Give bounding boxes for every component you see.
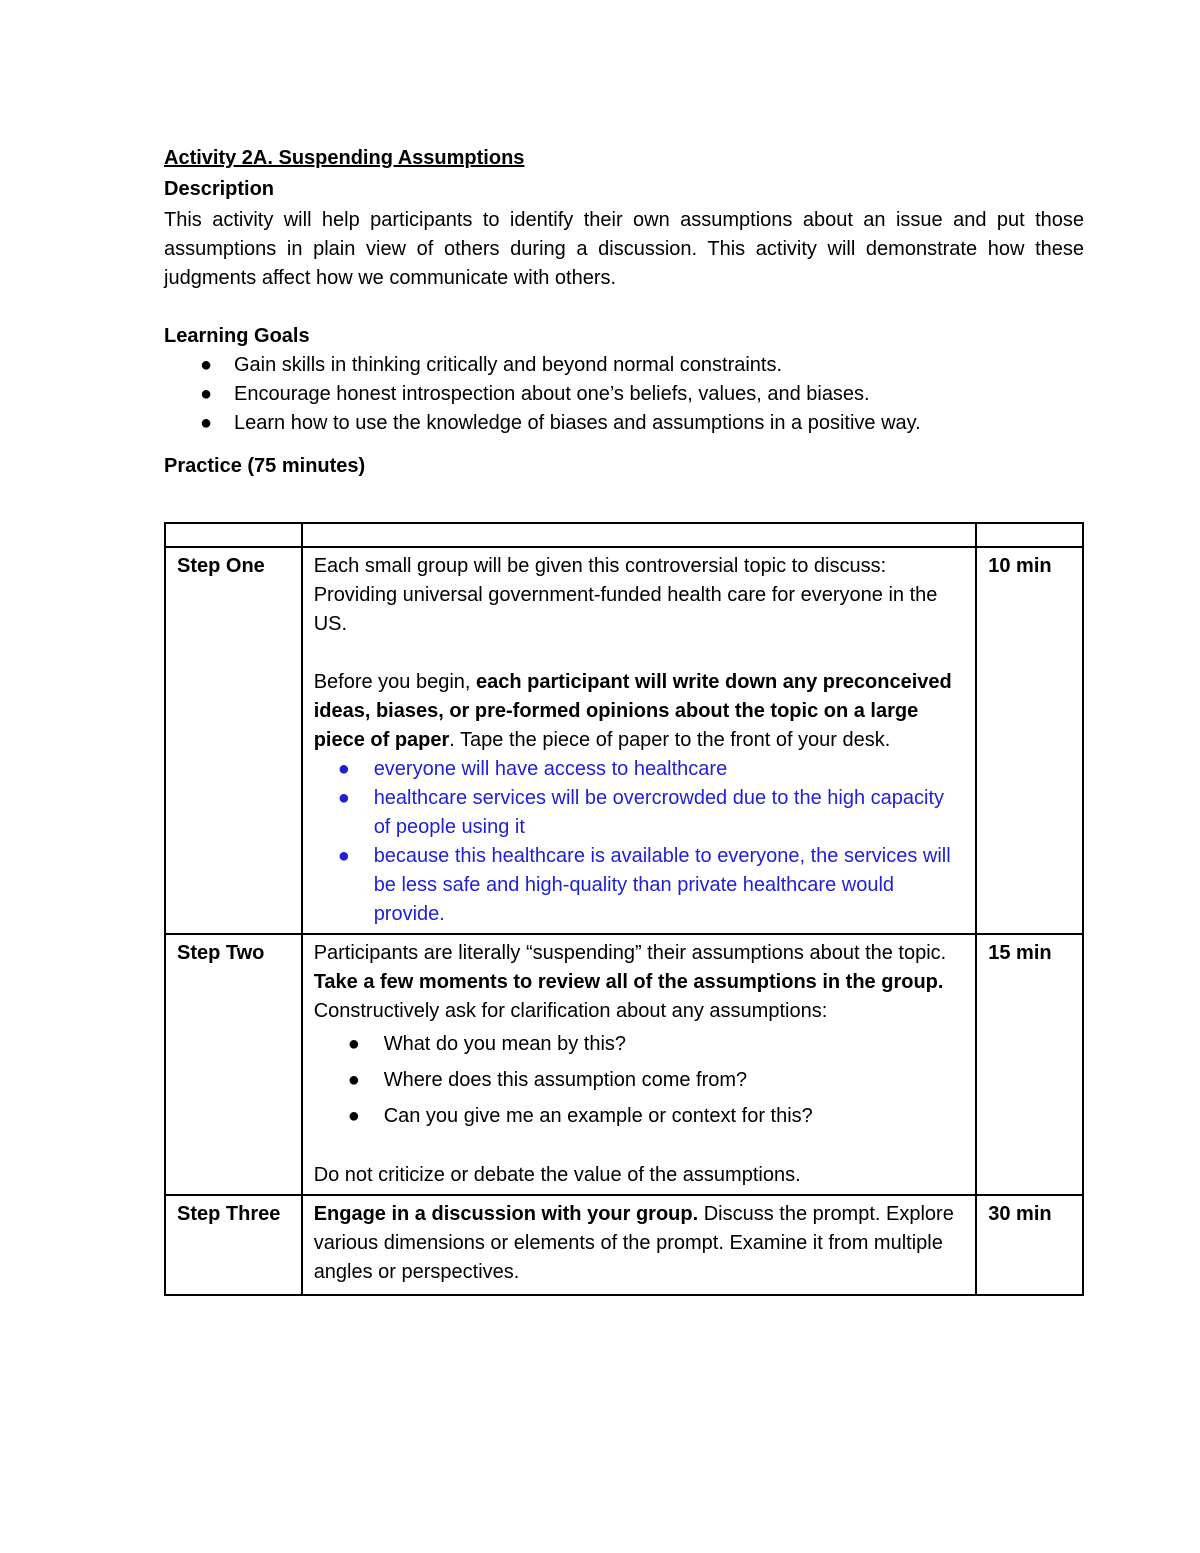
description-text: This activity will help participants to identify their own assumptions about an issue and put those assumptions in plain view of others during a discussion. This activity will demonstrate how these judgments affect how we communicate with others. bbox=[164, 209, 1084, 289]
bullet-icon: ● bbox=[200, 383, 213, 405]
bullet-icon: ● bbox=[337, 787, 350, 809]
practice-steps-table bbox=[164, 522, 1084, 1296]
step-closing: Do not criticize or debate the value of the assumptions. bbox=[313, 1164, 801, 1186]
list-item: ● Gain skills in thinking critically and beyond normal constraints. bbox=[164, 351, 1084, 380]
bullet-icon: ● bbox=[337, 845, 350, 867]
list-item: ● What do you mean by this? bbox=[314, 1026, 966, 1062]
step-description bbox=[302, 934, 977, 1195]
step-intro: Participants are literally “suspending” their assumptions about the topic. Take a few moments to review all of the assumptions in the group. Constructively ask for clarification about any assumptions: bbox=[313, 942, 947, 1022]
assumptions-list bbox=[314, 755, 966, 929]
list-item: ● Where does this assumption come from? bbox=[314, 1062, 966, 1098]
step-name: Step Three bbox=[165, 1195, 302, 1295]
step-time: 15 min bbox=[976, 934, 1083, 1195]
bullet-icon: ● bbox=[347, 1069, 360, 1091]
step-intro: Each small group will be given this controversial topic to discuss: Providing universal government-funded health care for everyone in the US. bbox=[313, 555, 938, 635]
list-item: ● Learn how to use the knowledge of biases and assumptions in a positive way. bbox=[164, 409, 1084, 438]
table-header-row bbox=[165, 523, 1083, 547]
document-page bbox=[164, 140, 1084, 481]
learning-goals-heading: Learning Goals bbox=[164, 325, 310, 347]
activity-title: Activity 2A. Suspending Assumptions bbox=[164, 147, 525, 169]
bullet-icon: ● bbox=[200, 354, 213, 376]
bullet-icon: ● bbox=[200, 412, 213, 434]
bullet-icon: ● bbox=[337, 758, 350, 780]
list-item: ● because this healthcare is available to everyone, the services will be less safe and high-quality than private healthcare would provide. bbox=[314, 842, 966, 929]
list-item: ● healthcare services will be overcrowded due to the high capacity of people using it bbox=[314, 784, 966, 842]
step-instructions: Before you begin, each participant will write down any preconceived ideas, biases, or pre-formed opinions about the topic on a large piece of paper. Tape the piece of paper to the front of your desk. bbox=[313, 671, 952, 751]
step-time: 10 min bbox=[976, 547, 1083, 934]
table-row-step-one bbox=[165, 547, 1083, 934]
step-description bbox=[302, 547, 977, 934]
list-item: ● Can you give me an example or context for this? bbox=[314, 1098, 966, 1134]
table-row-step-three bbox=[165, 1195, 1083, 1295]
step-description bbox=[302, 1195, 977, 1295]
questions-list bbox=[314, 1026, 966, 1134]
step-name: Step One bbox=[165, 547, 302, 934]
list-item: ● Encourage honest introspection about one’s beliefs, values, and biases. bbox=[164, 380, 1084, 409]
learning-goals-list bbox=[164, 351, 1084, 438]
description-heading: Description bbox=[164, 178, 275, 200]
list-item: ● everyone will have access to healthcare bbox=[314, 755, 966, 784]
step-intro: Engage in a discussion with your group. Discuss the prompt. Explore various dimensions or elements of the prompt. Examine it from multiple angles or perspectives. bbox=[313, 1203, 954, 1283]
step-name: Step Two bbox=[165, 934, 302, 1195]
bullet-icon: ● bbox=[347, 1105, 360, 1127]
practice-heading: Practice (75 minutes) bbox=[164, 455, 366, 477]
bullet-icon: ● bbox=[347, 1033, 360, 1055]
table-row-step-two bbox=[165, 934, 1083, 1195]
step-time: 30 min bbox=[976, 1195, 1083, 1295]
